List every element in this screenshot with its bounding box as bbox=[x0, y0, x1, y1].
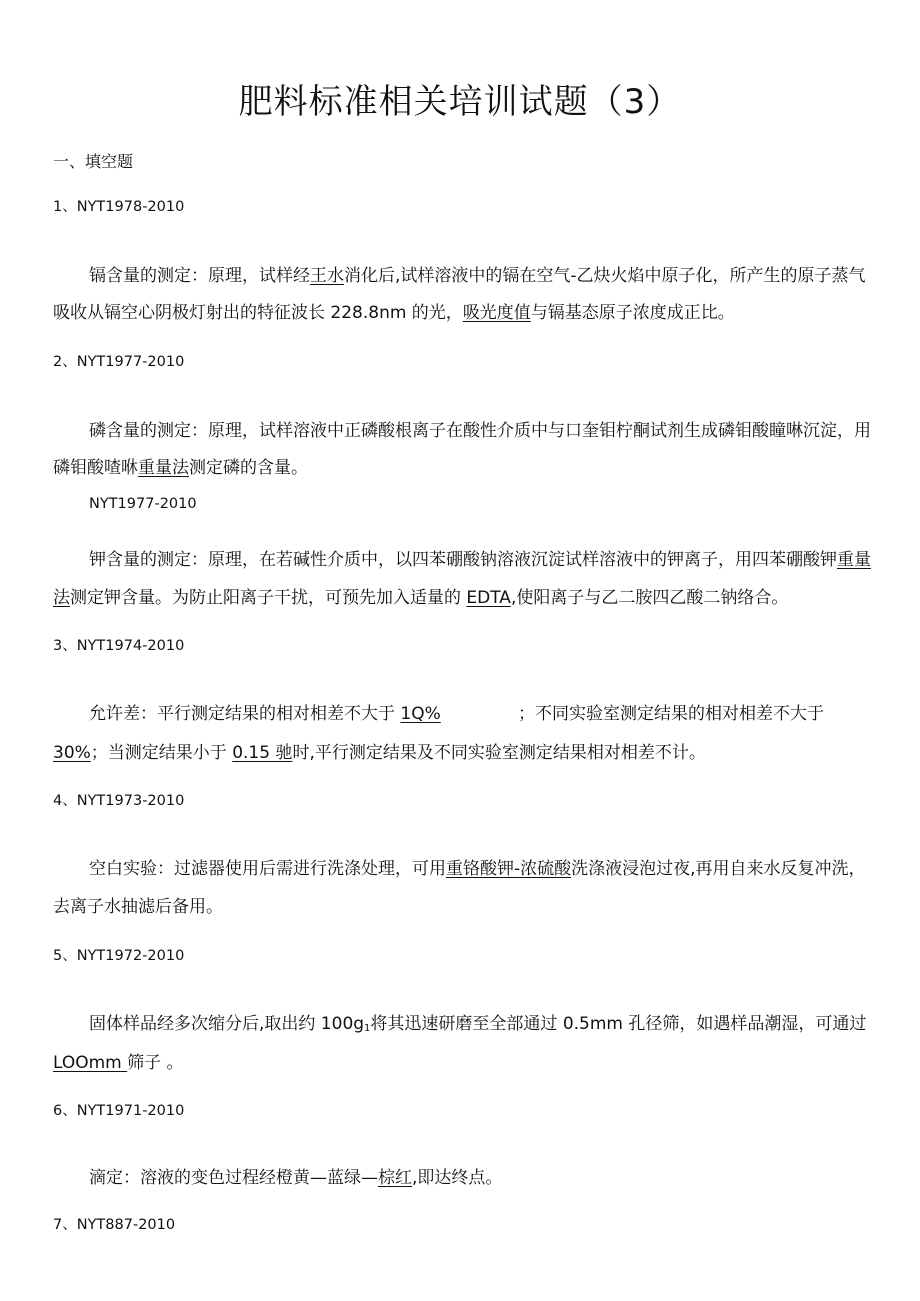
page-title: 肥料标准相关培训试题（3） bbox=[238, 82, 682, 122]
answer-gravimetric-k-2: 法 bbox=[53, 588, 70, 608]
section-heading: 一、填空题 bbox=[53, 152, 134, 171]
item-1-line-1: 镉含量的测定：原理，试样经王水消化后,试样溶液中的镉在空气-乙炔火焰中原子化，所产生的原子蒸气 bbox=[89, 266, 866, 286]
item-1-line-2: 吸收从镉空心阴极灯射出的特征波长 228.8nm 的光，吸光度值与镉基态原子浓度成正比。 bbox=[53, 303, 735, 323]
item-2-label: 2、NYT1977-2010 bbox=[53, 354, 185, 370]
item-3-line-1a: 允许差：平行测定结果的相对相差不大于 1Q% bbox=[89, 704, 441, 724]
item-2-label-b: NYT1977-2010 bbox=[89, 496, 197, 512]
answer-30-percent: 30% bbox=[53, 743, 91, 763]
answer-edta: EDTA bbox=[466, 588, 511, 608]
item-3-line-1b: ；不同实验室测定结果的相对相差不大于 bbox=[518, 704, 824, 724]
item-6-label: 6、NYT1971-2010 bbox=[53, 1103, 185, 1119]
item-3-line-2: 30%；当测定结果小于 0.15 驰时,平行测定结果及不同实验室测定结果相对相差不计。 bbox=[53, 743, 706, 763]
item-2-line-3: 钾含量的测定：原理，在若碱性介质中，以四苯硼酸钠溶液沉淀试样溶液中的钾离子，用四苯硼酸钾重量 bbox=[89, 550, 871, 570]
item-1-label: 1、NYT1978-2010 bbox=[53, 199, 185, 215]
answer-wang-shui: 王水 bbox=[310, 266, 344, 286]
item-7-label: 7、NYT887-2010 bbox=[53, 1217, 176, 1233]
item-2-line-2: 磷钼酸喳咻重量法测定磷的含量。 bbox=[53, 458, 308, 478]
item-5-line-1: 固体样品经多次缩分后,取出约 $100g_1$将其迅速研磨至全部通过 0.5mm 孔径筛，如遇样品潮湿，可通过 bbox=[89, 1014, 867, 1034]
answer-gravimetric-p: 重量法 bbox=[138, 458, 189, 478]
answer-chromic-acid: 重铬酸钾-浓硫酸 bbox=[446, 859, 572, 879]
answer-10-percent: 1Q% bbox=[400, 704, 441, 724]
answer-sieve-size: LOOmm bbox=[53, 1053, 128, 1073]
answer-brown-red: 棕红 bbox=[378, 1168, 412, 1188]
item-4-line-2: 去离子水抽滤后备用。 bbox=[53, 897, 223, 917]
item-2-line-1: 磷含量的测定：原理，试样溶液中正磷酸根离子在酸性介质中与口奎钼柠酮试剂生成磷钼酸瞳啉沉淀，用 bbox=[89, 421, 871, 441]
item-4-label: 4、NYT1973-2010 bbox=[53, 793, 185, 809]
item-5-label: 5、NYT1972-2010 bbox=[53, 948, 185, 964]
item-2-line-4: 法测定钾含量。为防止阳离子干扰，可预先加入适量的 EDTA,使阳离子与乙二胺四乙酸二钠络合。 bbox=[53, 588, 789, 608]
answer-015: 0.15 驰 bbox=[232, 743, 293, 763]
item-3-label: 3、NYT1974-2010 bbox=[53, 638, 185, 654]
item-5-line-2: LOOmm 筛子 。 bbox=[53, 1053, 184, 1073]
answer-absorbance: 吸光度值 bbox=[462, 303, 531, 323]
answer-gravimetric-k-1: 重量 bbox=[837, 550, 871, 570]
item-4-line-1: 空白实验：过滤器使用后需进行洗涤处理，可用重铬酸钾-浓硫酸洗涤液浸泡过夜,再用自来水反复冲洗， bbox=[89, 859, 866, 879]
item-6-line-1: 滴定：溶液的变色过程经橙黄—蓝绿—棕红,即达终点。 bbox=[89, 1168, 503, 1188]
